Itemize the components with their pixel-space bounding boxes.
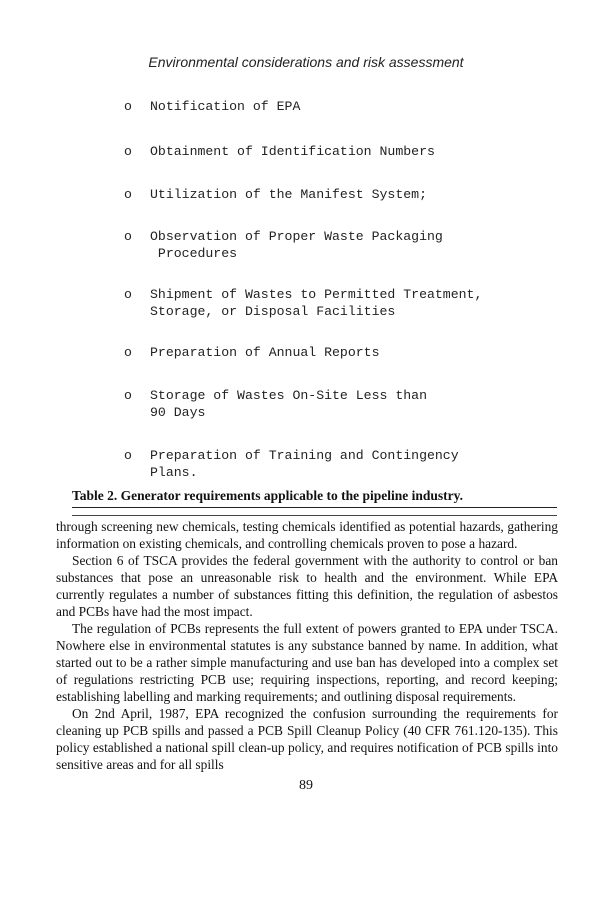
list-item-text: Preparation of Training and Contingency [150,448,459,463]
caption-divider [72,515,557,516]
bullet-icon: o [124,144,132,159]
list-item-text: Notification of EPA [150,99,301,114]
running-head: Environmental considerations and risk assessment [148,54,464,70]
list-item-text: Observation of Proper Waste Packaging [150,229,443,244]
list-item-text: Shipment of Wastes to Permitted Treatment, [150,287,483,302]
paragraph: through screening new chemicals, testing chemicals identified as potential hazards, gathering information on existing chemicals, and controlling chemicals proven to pose a hazard. [56,519,558,551]
list-item-text: Preparation of Annual Reports [150,345,380,360]
table-caption: Table 2. Generator requirements applicable to the pipeline industry. [72,488,557,508]
bullet-icon: o [124,448,132,463]
list-item-text-continued: Storage, or Disposal Facilities [150,304,396,319]
body-text [56,518,558,773]
list-item-text: Obtainment of Identification Numbers [150,144,435,159]
bullet-icon: o [124,287,132,302]
page-number: 89 [299,778,313,793]
paragraph: The regulation of PCBs represents the full extent of powers granted to EPA under TSCA. Nowhere else in environmental statutes is any substance banned by name. In addition, what started out to be a rather simple manufacturing and use ban has developed into a complex set of regulations restricting PCB use; requiring inspections, reporting, and record keeping; establishing labelling and marking requirements; and outlining disposal requirements. [56,621,558,704]
bullet-icon: o [124,388,132,403]
bullet-icon: o [124,345,132,360]
list-item-text-continued: 90 Days [150,405,206,420]
bullet-icon: o [124,187,132,202]
list-item-text-continued: Procedures [150,246,238,261]
bullet-icon: o [124,99,132,114]
paragraph: Section 6 of TSCA provides the federal government with the authority to control or ban substances that pose an unreasonable risk to health and the environment. While EPA currently regulates a number of substances fitting this definition, the regulation of asbestos and PCBs have had the most impact. [56,553,558,619]
list-item-text: Storage of Wastes On-Site Less than [150,388,427,403]
bullet-icon: o [124,229,132,244]
list-item-text: Utilization of the Manifest System; [150,187,427,202]
list-item-text-continued: Plans. [150,465,198,480]
paragraph: On 2nd April, 1987, EPA recognized the confusion surrounding the requirements for cleaning up PCB spills and passed a PCB Spill Cleanup Policy (40 CFR 761.120-135). This policy established a national spill clean-up policy, and requires notification of PCB spills into sensitive areas and for all spills [56,706,558,772]
